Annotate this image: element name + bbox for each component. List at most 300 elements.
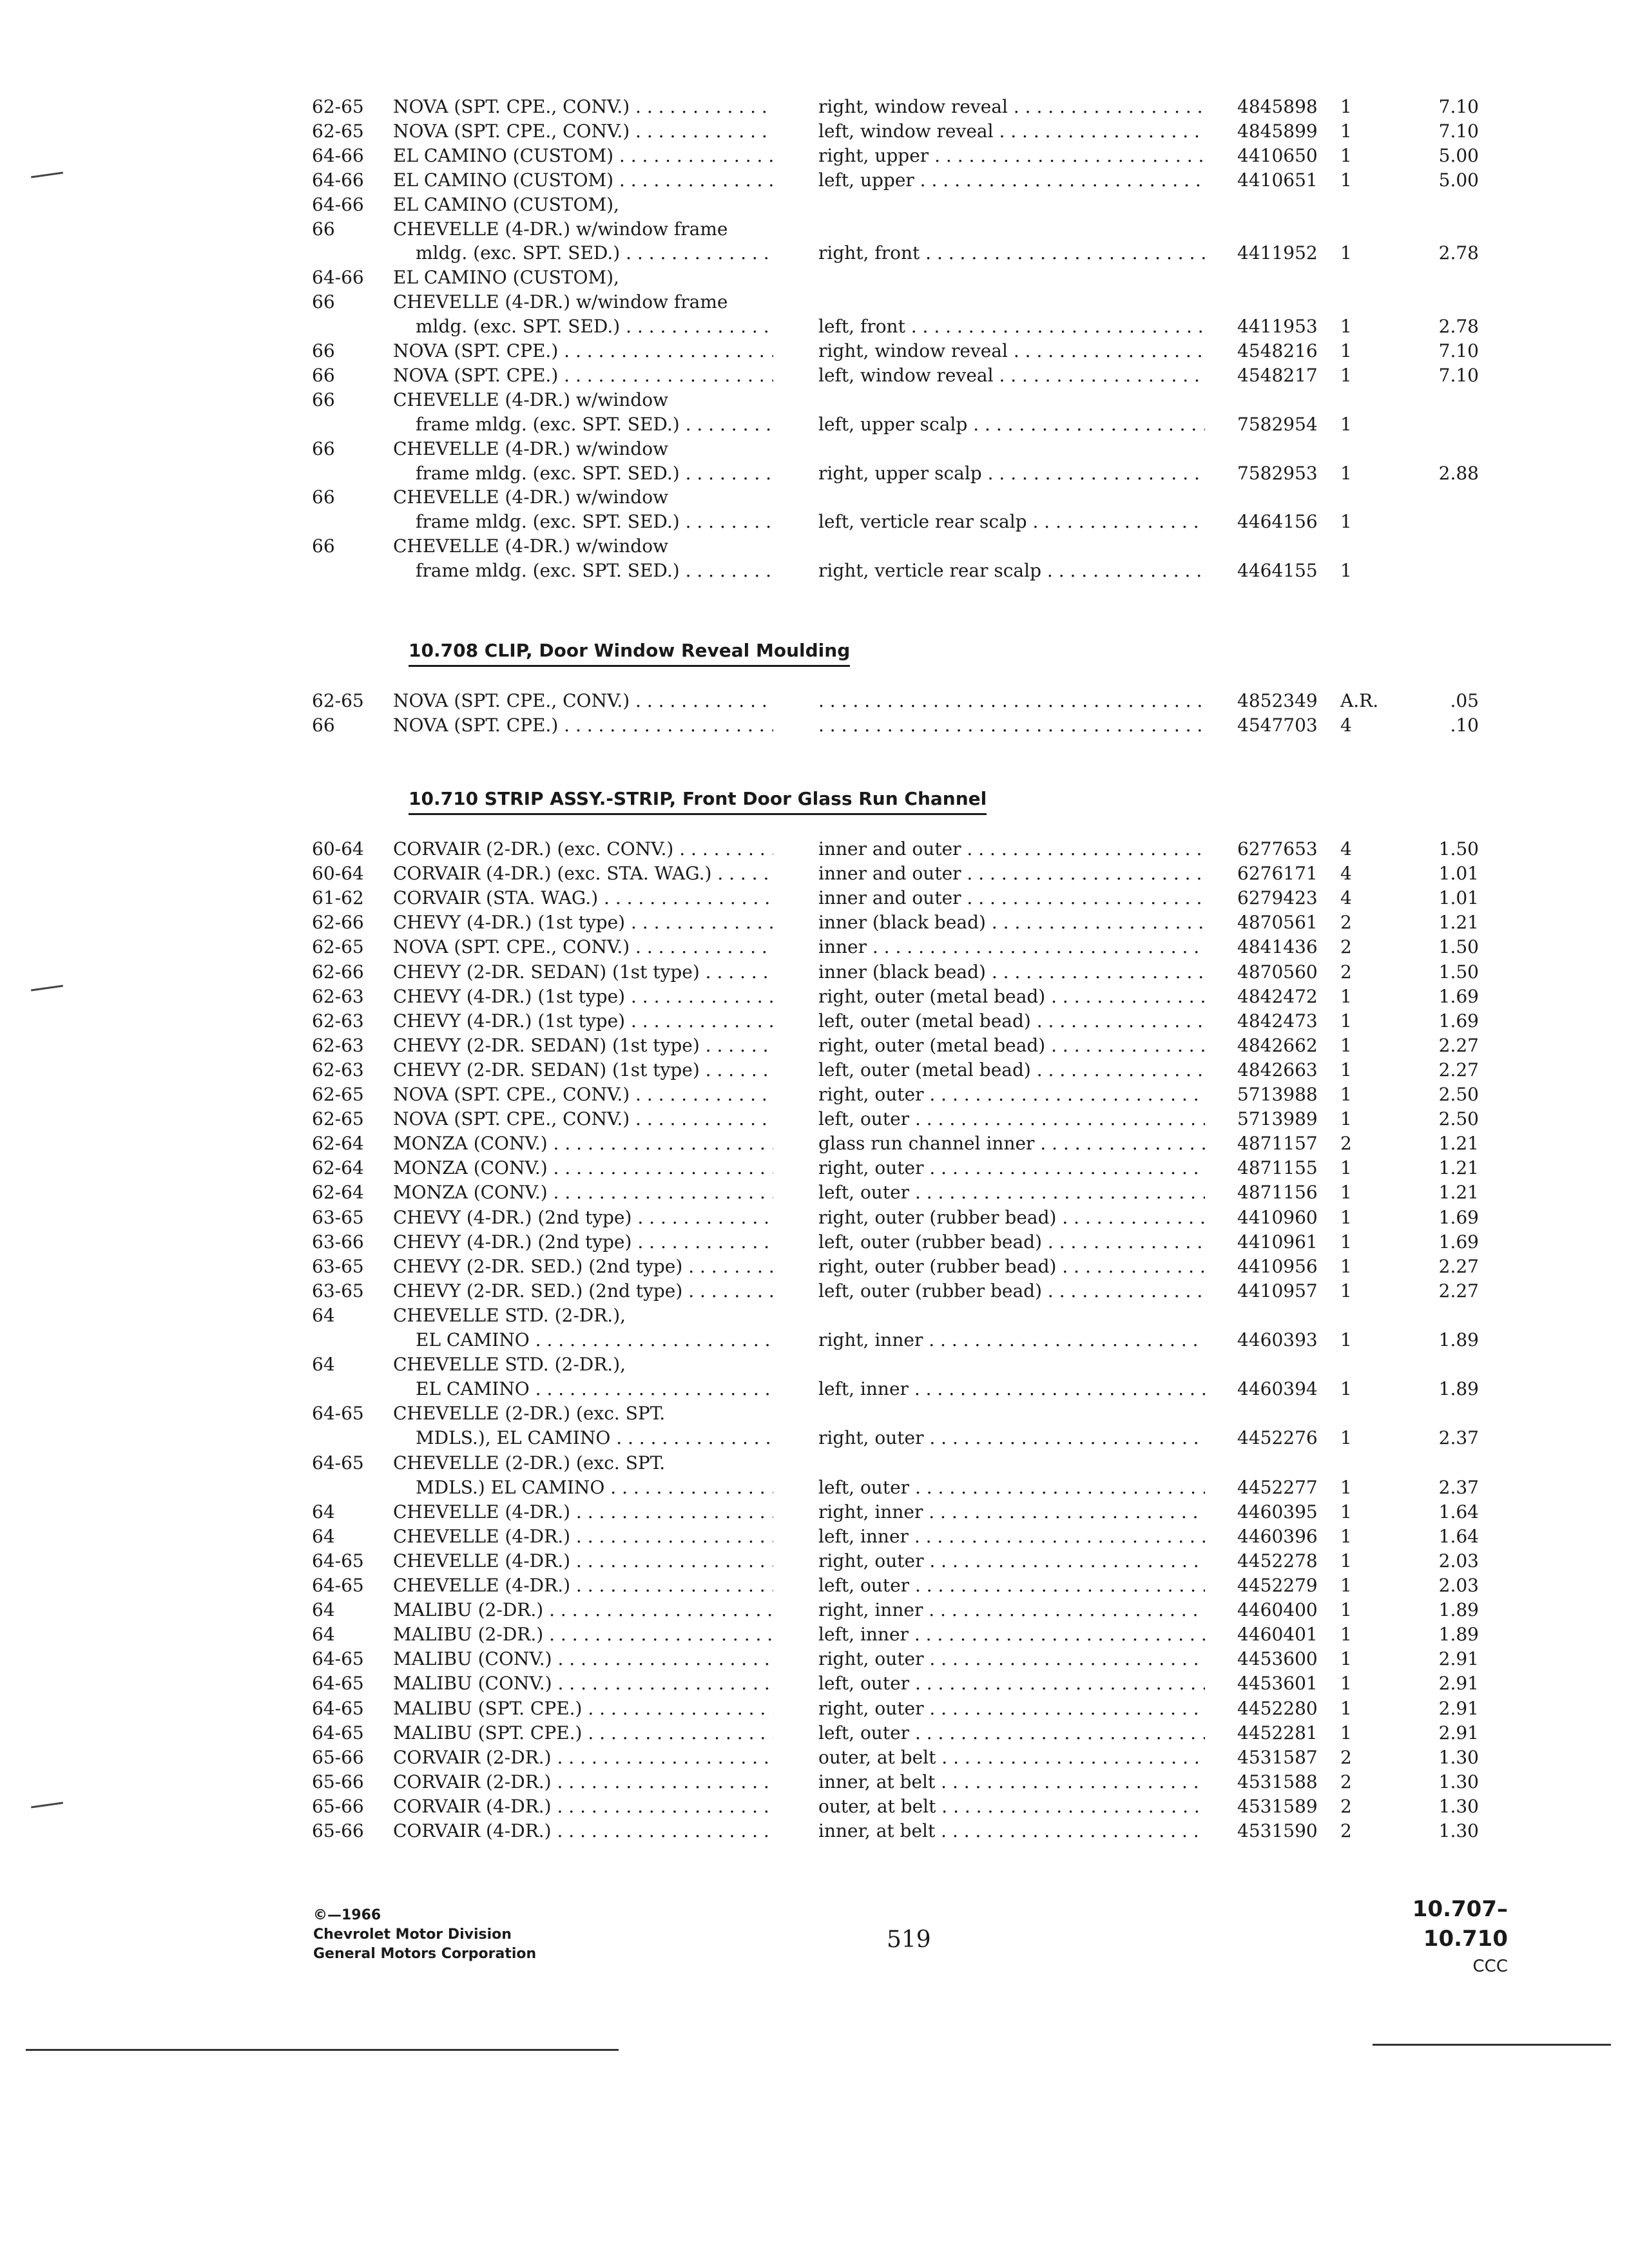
description-cell: inner and outer . . .: [818, 836, 1205, 862]
model-cell: CHEVELLE (4-DR.) . . .: [393, 1573, 773, 1599]
part-number-cell: 4452281: [1237, 1722, 1318, 1744]
price-cell: 5.00: [1438, 144, 1479, 166]
description-cell: right, outer . . .: [818, 1646, 1205, 1672]
part-number-cell: 4852349: [1237, 690, 1318, 711]
part-number-cell: 4452280: [1237, 1697, 1318, 1719]
part-number-cell: 7582953: [1237, 462, 1318, 484]
bottom-rule-right: [1373, 2044, 1611, 2046]
part-number-cell: 4410957: [1237, 1280, 1318, 1302]
description-cell: inner and outer . . .: [818, 885, 1205, 911]
description-cell: left, front . . .: [818, 314, 1205, 340]
part-number-cell: 4870560: [1237, 961, 1318, 983]
description-cell: right, window reveal . . .: [818, 94, 1205, 120]
price-cell: 7.10: [1438, 120, 1479, 142]
quantity-cell: 1: [1340, 1329, 1352, 1350]
model-cell: NOVA (SPT. CPE., CONV.) . . .: [393, 1082, 773, 1108]
year-cell: 61-62: [312, 887, 364, 909]
quantity-cell: 1: [1340, 462, 1352, 484]
description-cell: left, outer . . .: [818, 1720, 1205, 1746]
part-number-cell: 4548217: [1237, 364, 1318, 386]
model-cell: MALIBU (SPT. CPE.) . . .: [393, 1720, 773, 1746]
quantity-cell: 1: [1340, 985, 1352, 1007]
binding-mark: [31, 1802, 63, 1809]
part-number-cell: 7582954: [1237, 413, 1318, 435]
price-cell: 2.37: [1438, 1476, 1479, 1498]
model-cell: CHEVELLE (4-DR.) w/window: [393, 437, 669, 459]
part-number-cell: 4845899: [1237, 120, 1318, 142]
part-number-cell: 4410956: [1237, 1255, 1318, 1277]
description-cell: right, outer . . .: [818, 1082, 1205, 1108]
year-cell: 66: [312, 535, 335, 557]
year-cell: 64-65: [312, 1550, 364, 1571]
part-number-cell: 4842662: [1237, 1034, 1318, 1056]
model-cell: mldg. (exc. SPT. SED.) . . .: [416, 314, 773, 340]
model-cell: NOVA (SPT. CPE., CONV.) . . .: [393, 688, 773, 714]
model-cell: CHEVY (2-DR. SEDAN) (1st type) . . .: [393, 1057, 773, 1083]
year-cell: 64: [312, 1354, 335, 1376]
part-number-cell: 6277653: [1237, 838, 1318, 860]
quantity-cell: 1: [1340, 1427, 1352, 1449]
description-cell: right, upper . . .: [818, 143, 1205, 169]
year-cell: 62-65: [312, 1108, 364, 1130]
part-number-cell: 4460393: [1237, 1329, 1318, 1350]
quantity-cell: 1: [1340, 1206, 1352, 1228]
price-cell: 1.21: [1438, 1182, 1479, 1204]
year-cell: 63-65: [312, 1280, 364, 1302]
part-number-cell: 4845898: [1237, 96, 1318, 117]
model-cell: EL CAMINO . . .: [416, 1376, 773, 1402]
year-cell: 62-64: [312, 1157, 364, 1179]
model-cell: CHEVELLE (4-DR.) . . .: [393, 1548, 773, 1574]
quantity-cell: 1: [1340, 1084, 1352, 1105]
description-cell: left, outer . . .: [818, 1180, 1205, 1206]
year-cell: 65-66: [312, 1820, 364, 1841]
quantity-cell: 1: [1340, 1476, 1352, 1498]
catalog-code: CCC: [1472, 1957, 1508, 1976]
year-cell: 65-66: [312, 1771, 364, 1792]
price-cell: 1.69: [1438, 1010, 1479, 1032]
price-cell: 1.21: [1438, 912, 1479, 934]
model-cell: frame mldg. (exc. SPT. SED.) . . .: [416, 412, 773, 437]
model-cell: CHEVY (2-DR. SED.) (2nd type) . . .: [393, 1278, 773, 1304]
quantity-cell: 4: [1340, 863, 1352, 885]
quantity-cell: 1: [1340, 1525, 1352, 1547]
part-number-cell: 4464156: [1237, 511, 1318, 533]
model-cell: MONZA (CONV.) . . .: [393, 1180, 773, 1206]
model-cell: CHEVELLE (4-DR.) . . .: [393, 1524, 773, 1550]
description-cell: right, inner . . .: [818, 1597, 1205, 1623]
quantity-cell: 1: [1340, 1599, 1352, 1621]
price-cell: 1.50: [1438, 838, 1479, 860]
price-cell: 1.21: [1438, 1157, 1479, 1179]
price-cell: 7.10: [1438, 340, 1479, 361]
year-cell: 62-63: [312, 1059, 364, 1081]
year-cell: 66: [312, 218, 335, 240]
model-cell: CHEVELLE (4-DR.) . . .: [393, 1499, 773, 1525]
year-cell: 64-66: [312, 267, 364, 289]
part-number-cell: 4460400: [1237, 1599, 1318, 1621]
year-cell: 62-63: [312, 1034, 364, 1056]
year-cell: 62-65: [312, 690, 364, 711]
quantity-cell: 1: [1340, 364, 1352, 386]
model-cell: CHEVELLE (4-DR.) w/window: [393, 486, 669, 508]
part-number-cell: 4452278: [1237, 1550, 1318, 1571]
quantity-cell: 2: [1340, 1771, 1352, 1792]
price-cell: 7.10: [1438, 364, 1479, 386]
description-cell: left, window reveal . . .: [818, 119, 1205, 144]
description-cell: right, outer . . .: [818, 1425, 1205, 1451]
description-cell: left, outer (metal bead) . . .: [818, 1057, 1205, 1083]
model-cell: CHEVY (4-DR.) (1st type) . . .: [393, 910, 773, 936]
part-number-cell: 4841436: [1237, 936, 1318, 958]
description-cell: outer, at belt . . .: [818, 1745, 1205, 1771]
description-cell: right, outer . . .: [818, 1548, 1205, 1574]
price-cell: 1.89: [1438, 1378, 1479, 1400]
year-cell: 62-65: [312, 120, 364, 142]
model-cell: mldg. (exc. SPT. SED.) . . .: [416, 240, 773, 266]
part-number-cell: 4453601: [1237, 1673, 1318, 1695]
part-number-cell: 4410651: [1237, 169, 1318, 191]
price-cell: 7.10: [1438, 96, 1479, 117]
year-cell: 65-66: [312, 1746, 364, 1768]
price-cell: 2.27: [1438, 1034, 1479, 1056]
description-cell: left, outer . . .: [818, 1573, 1205, 1599]
model-cell: EL CAMINO (CUSTOM),: [393, 193, 619, 215]
quantity-cell: 4: [1340, 715, 1352, 736]
price-cell: 2.03: [1438, 1575, 1479, 1596]
part-number-cell: 4460401: [1237, 1624, 1318, 1646]
quantity-cell: 1: [1340, 1697, 1352, 1719]
price-cell: 2.91: [1438, 1648, 1479, 1670]
part-number-cell: 4460395: [1237, 1501, 1318, 1523]
quantity-cell: 1: [1340, 1624, 1352, 1646]
part-number-cell: 4453600: [1237, 1648, 1318, 1670]
price-cell: 1.69: [1438, 1206, 1479, 1228]
model-cell: MONZA (CONV.) . . .: [393, 1155, 773, 1181]
model-cell: MALIBU (2-DR.) . . .: [393, 1597, 773, 1623]
price-cell: 1.30: [1438, 1795, 1479, 1817]
model-cell: CHEVELLE STD. (2-DR.),: [393, 1354, 626, 1376]
quantity-cell: 1: [1340, 511, 1352, 533]
year-cell: 66: [312, 389, 335, 410]
price-cell: 2.50: [1438, 1084, 1479, 1105]
quantity-cell: 1: [1340, 1255, 1352, 1277]
quantity-cell: 1: [1340, 1378, 1352, 1400]
section-708-title: 10.708 CLIP, Door Window Reveal Moulding: [409, 638, 850, 667]
price-cell: 1.01: [1438, 863, 1479, 885]
year-cell: 64: [312, 1624, 335, 1646]
year-cell: 66: [312, 291, 335, 313]
leader-dots: [818, 713, 1205, 738]
description-cell: inner, at belt . . .: [818, 1769, 1205, 1795]
part-number-cell: 4531590: [1237, 1820, 1318, 1841]
model-cell: CHEVELLE (2-DR.) (exc. SPT.: [393, 1403, 666, 1425]
quantity-cell: 1: [1340, 1722, 1352, 1744]
part-number-cell: 4871155: [1237, 1157, 1318, 1179]
model-cell: CHEVELLE (4-DR.) w/window: [393, 535, 669, 557]
model-cell: CHEVY (2-DR. SEDAN) (1st type) . . .: [393, 1033, 773, 1059]
price-cell: 2.27: [1438, 1059, 1479, 1081]
price-cell: .10: [1450, 715, 1479, 736]
price-cell: 2.88: [1438, 462, 1479, 484]
description-cell: right, upper scalp . . .: [818, 461, 1205, 486]
model-cell: CHEVY (4-DR.) (2nd type) . . .: [393, 1229, 773, 1255]
model-cell: frame mldg. (exc. SPT. SED.) . . .: [416, 509, 773, 535]
description-cell: left, outer . . .: [818, 1106, 1205, 1132]
year-cell: 64-65: [312, 1403, 364, 1425]
description-cell: inner and outer . . .: [818, 861, 1205, 887]
quantity-cell: 2: [1340, 912, 1352, 934]
year-cell: 63-65: [312, 1255, 364, 1277]
year-cell: 64: [312, 1304, 335, 1326]
model-cell: MONZA (CONV.) . . .: [393, 1131, 773, 1157]
year-cell: 66: [312, 437, 335, 459]
quantity-cell: 2: [1340, 961, 1352, 983]
part-number-cell: 4411952: [1237, 242, 1318, 264]
year-cell: 66: [312, 364, 335, 386]
quantity-cell: 2: [1340, 1133, 1352, 1155]
model-cell: EL CAMINO (CUSTOM) . . .: [393, 143, 773, 169]
part-number-cell: 4842473: [1237, 1010, 1318, 1032]
quantity-cell: 1: [1340, 1648, 1352, 1670]
price-cell: 2.27: [1438, 1280, 1479, 1302]
model-cell: CHEVELLE (4-DR.) w/window frame: [393, 218, 728, 240]
model-cell: EL CAMINO (CUSTOM),: [393, 267, 619, 289]
quantity-cell: 1: [1340, 1575, 1352, 1596]
description-cell: right, outer (rubber bead) . . .: [818, 1205, 1205, 1231]
price-cell: 1.30: [1438, 1771, 1479, 1792]
model-cell: CHEVY (4-DR.) (1st type) . . .: [393, 984, 773, 1010]
year-cell: 62-63: [312, 985, 364, 1007]
description-cell: left, outer . . .: [818, 1671, 1205, 1696]
price-cell: 1.89: [1438, 1624, 1479, 1646]
part-number-cell: 4452277: [1237, 1476, 1318, 1498]
quantity-cell: 2: [1340, 1795, 1352, 1817]
model-cell: frame mldg. (exc. SPT. SED.) . . .: [416, 558, 773, 584]
description-cell: left, upper . . .: [818, 168, 1205, 193]
part-number-cell: 6276171: [1237, 863, 1318, 885]
description-cell: left, outer (rubber bead) . . .: [818, 1229, 1205, 1255]
price-cell: 2.91: [1438, 1673, 1479, 1695]
description-cell: left, inner . . .: [818, 1524, 1205, 1550]
quantity-cell: 2: [1340, 1820, 1352, 1841]
price-cell: 1.64: [1438, 1525, 1479, 1547]
year-cell: 64-65: [312, 1697, 364, 1719]
description-cell: glass run channel inner . . .: [818, 1131, 1205, 1157]
model-cell: MALIBU (SPT. CPE.) . . .: [393, 1696, 773, 1722]
binding-mark: [31, 172, 63, 178]
model-cell: EL CAMINO . . .: [416, 1327, 773, 1353]
price-cell: 2.91: [1438, 1722, 1479, 1744]
quantity-cell: 1: [1340, 1673, 1352, 1695]
description-cell: outer, at belt . . .: [818, 1794, 1205, 1820]
price-cell: 1.30: [1438, 1746, 1479, 1768]
year-cell: 64: [312, 1599, 335, 1621]
description-cell: inner . . .: [818, 934, 1205, 960]
price-cell: 1.30: [1438, 1820, 1479, 1841]
description-cell: inner (black bead) . . .: [818, 910, 1205, 936]
year-cell: 62-66: [312, 961, 364, 983]
description-cell: right, outer (rubber bead) . . .: [818, 1254, 1205, 1280]
description-cell: right, inner . . .: [818, 1499, 1205, 1525]
description-cell: left, window reveal . . .: [818, 363, 1205, 389]
model-cell: NOVA (SPT. CPE.) . . .: [393, 713, 773, 738]
year-cell: 62-65: [312, 96, 364, 117]
year-cell: 62-66: [312, 912, 364, 934]
quantity-cell: 1: [1340, 1182, 1352, 1204]
year-cell: 60-64: [312, 863, 364, 885]
year-cell: 64-66: [312, 169, 364, 191]
copyright-text: ©—1966: [313, 1907, 381, 1923]
year-cell: 64-65: [312, 1722, 364, 1744]
quantity-cell: 4: [1340, 887, 1352, 909]
model-cell: CORVAIR (4-DR.) (exc. STA. WAG.) . . .: [393, 861, 773, 887]
description-cell: right, outer (metal bead) . . .: [818, 1033, 1205, 1059]
quantity-cell: 2: [1340, 936, 1352, 958]
section-710-title: 10.710 STRIP ASSY.-STRIP, Front Door Glass Run Channel: [409, 786, 987, 815]
part-number-cell: 4410650: [1237, 144, 1318, 166]
model-cell: EL CAMINO (CUSTOM) . . .: [393, 168, 773, 193]
model-cell: CHEVELLE (4-DR.) w/window frame: [393, 291, 728, 313]
year-cell: 62-63: [312, 1010, 364, 1032]
model-cell: CORVAIR (STA. WAG.) . . .: [393, 885, 773, 911]
quantity-cell: 1: [1340, 120, 1352, 142]
price-cell: 1.21: [1438, 1133, 1479, 1155]
footer-section-ref: [1340, 1894, 1508, 1979]
description-cell: right, front . . .: [818, 240, 1205, 266]
description-cell: right, inner . . .: [818, 1327, 1205, 1353]
model-cell: MALIBU (CONV.) . . .: [393, 1646, 773, 1672]
part-number-cell: 4842472: [1237, 985, 1318, 1007]
year-cell: 66: [312, 486, 335, 508]
description-cell: left, verticle rear scalp . . .: [818, 509, 1205, 535]
model-cell: MDLS.), EL CAMINO . . .: [416, 1425, 773, 1451]
price-cell: 1.50: [1438, 936, 1479, 958]
quantity-cell: 1: [1340, 1550, 1352, 1571]
model-cell: CHEVELLE (4-DR.) w/window: [393, 389, 669, 410]
description-cell: left, inner . . .: [818, 1622, 1205, 1648]
page-number: 519: [887, 1927, 931, 1953]
model-cell: CORVAIR (2-DR.) . . .: [393, 1769, 773, 1795]
model-cell: CHEVELLE (2-DR.) (exc. SPT.: [393, 1452, 666, 1474]
year-cell: 63-66: [312, 1231, 364, 1253]
model-cell: CORVAIR (2-DR.) . . .: [393, 1745, 773, 1771]
model-cell: CHEVY (2-DR. SED.) (2nd type) . . .: [393, 1254, 773, 1280]
model-cell: frame mldg. (exc. SPT. SED.) . . .: [416, 461, 773, 486]
model-cell: CORVAIR (2-DR.) (exc. CONV.) . . .: [393, 836, 773, 862]
year-cell: 66: [312, 715, 335, 736]
quantity-cell: 1: [1340, 316, 1352, 338]
description-cell: left, outer . . .: [818, 1475, 1205, 1501]
part-number-cell: 4842663: [1237, 1059, 1318, 1081]
part-number-cell: 4410960: [1237, 1206, 1318, 1228]
model-cell: MALIBU (CONV.) . . .: [393, 1671, 773, 1696]
price-cell: 2.91: [1438, 1697, 1479, 1719]
model-cell: CORVAIR (4-DR.) . . .: [393, 1818, 773, 1844]
year-cell: 64: [312, 1501, 335, 1523]
model-cell: NOVA (SPT. CPE., CONV.) . . .: [393, 119, 773, 144]
description-cell: right, outer (metal bead) . . .: [818, 984, 1205, 1010]
model-cell: NOVA (SPT. CPE., CONV.) . . .: [393, 1106, 773, 1132]
model-cell: MDLS.) EL CAMINO . . .: [416, 1475, 773, 1501]
description-cell: inner, at belt . . .: [818, 1818, 1205, 1844]
model-cell: NOVA (SPT. CPE., CONV.) . . .: [393, 94, 773, 120]
quantity-cell: 1: [1340, 1108, 1352, 1130]
part-number-cell: 4460396: [1237, 1525, 1318, 1547]
year-cell: 60-64: [312, 838, 364, 860]
year-cell: 63-65: [312, 1206, 364, 1228]
description-cell: left, outer (metal bead) . . .: [818, 1008, 1205, 1034]
model-cell: NOVA (SPT. CPE.) . . .: [393, 338, 773, 364]
quantity-cell: 4: [1340, 838, 1352, 860]
part-number-cell: 4464155: [1237, 560, 1318, 582]
quantity-cell: 1: [1340, 1501, 1352, 1523]
model-cell: CHEVELLE STD. (2-DR.),: [393, 1304, 626, 1326]
year-cell: 65-66: [312, 1795, 364, 1817]
section-range: 10.707–10.710: [1412, 1896, 1508, 1952]
price-cell: 1.69: [1438, 985, 1479, 1007]
price-cell: 1.89: [1438, 1329, 1479, 1350]
company-line-1: Chevrolet Motor Division: [313, 1927, 512, 1943]
part-number-cell: 4548216: [1237, 340, 1318, 361]
price-cell: 1.64: [1438, 1501, 1479, 1523]
quantity-cell: 1: [1340, 413, 1352, 435]
part-number-cell: 4870561: [1237, 912, 1318, 934]
part-number-cell: 4531589: [1237, 1795, 1318, 1817]
binding-mark: [31, 985, 63, 992]
bottom-rule-left: [26, 2049, 619, 2051]
model-cell: CORVAIR (4-DR.) . . .: [393, 1794, 773, 1820]
quantity-cell: 1: [1340, 242, 1352, 264]
year-cell: 64-66: [312, 144, 364, 166]
part-number-cell: 4460394: [1237, 1378, 1318, 1400]
description-cell: right, outer . . .: [818, 1696, 1205, 1722]
year-cell: 64-65: [312, 1673, 364, 1695]
quantity-cell: 1: [1340, 1034, 1352, 1056]
price-cell: 1.69: [1438, 1231, 1479, 1253]
description-cell: left, inner . . .: [818, 1376, 1205, 1402]
price-cell: 1.01: [1438, 887, 1479, 909]
part-number-cell: 4452276: [1237, 1427, 1318, 1449]
price-cell: 2.27: [1438, 1255, 1479, 1277]
part-number-cell: 4871157: [1237, 1133, 1318, 1155]
part-number-cell: 4871156: [1237, 1182, 1318, 1204]
quantity-cell: 1: [1340, 340, 1352, 361]
quantity-cell: 1: [1340, 1157, 1352, 1179]
part-number-cell: 4531588: [1237, 1771, 1318, 1792]
quantity-cell: 1: [1340, 1280, 1352, 1302]
price-cell: 5.00: [1438, 169, 1479, 191]
price-cell: 2.03: [1438, 1550, 1479, 1571]
quantity-cell: 1: [1340, 1231, 1352, 1253]
year-cell: 62-65: [312, 936, 364, 958]
price-cell: 2.78: [1438, 316, 1479, 338]
quantity-cell: A.R.: [1340, 690, 1379, 711]
description-cell: right, outer . . .: [818, 1155, 1205, 1181]
description-cell: left, upper scalp . . .: [818, 412, 1205, 437]
quantity-cell: 1: [1340, 1059, 1352, 1081]
part-number-cell: 5713989: [1237, 1108, 1318, 1130]
quantity-cell: 2: [1340, 1746, 1352, 1768]
leader-dots: [818, 688, 1205, 714]
year-cell: 62-64: [312, 1133, 364, 1155]
description-cell: inner (black bead) . . .: [818, 959, 1205, 985]
year-cell: 64-65: [312, 1452, 364, 1474]
year-cell: 64-65: [312, 1648, 364, 1670]
quantity-cell: 1: [1340, 1010, 1352, 1032]
part-number-cell: 4531587: [1237, 1746, 1318, 1768]
part-number-cell: 6279423: [1237, 887, 1318, 909]
